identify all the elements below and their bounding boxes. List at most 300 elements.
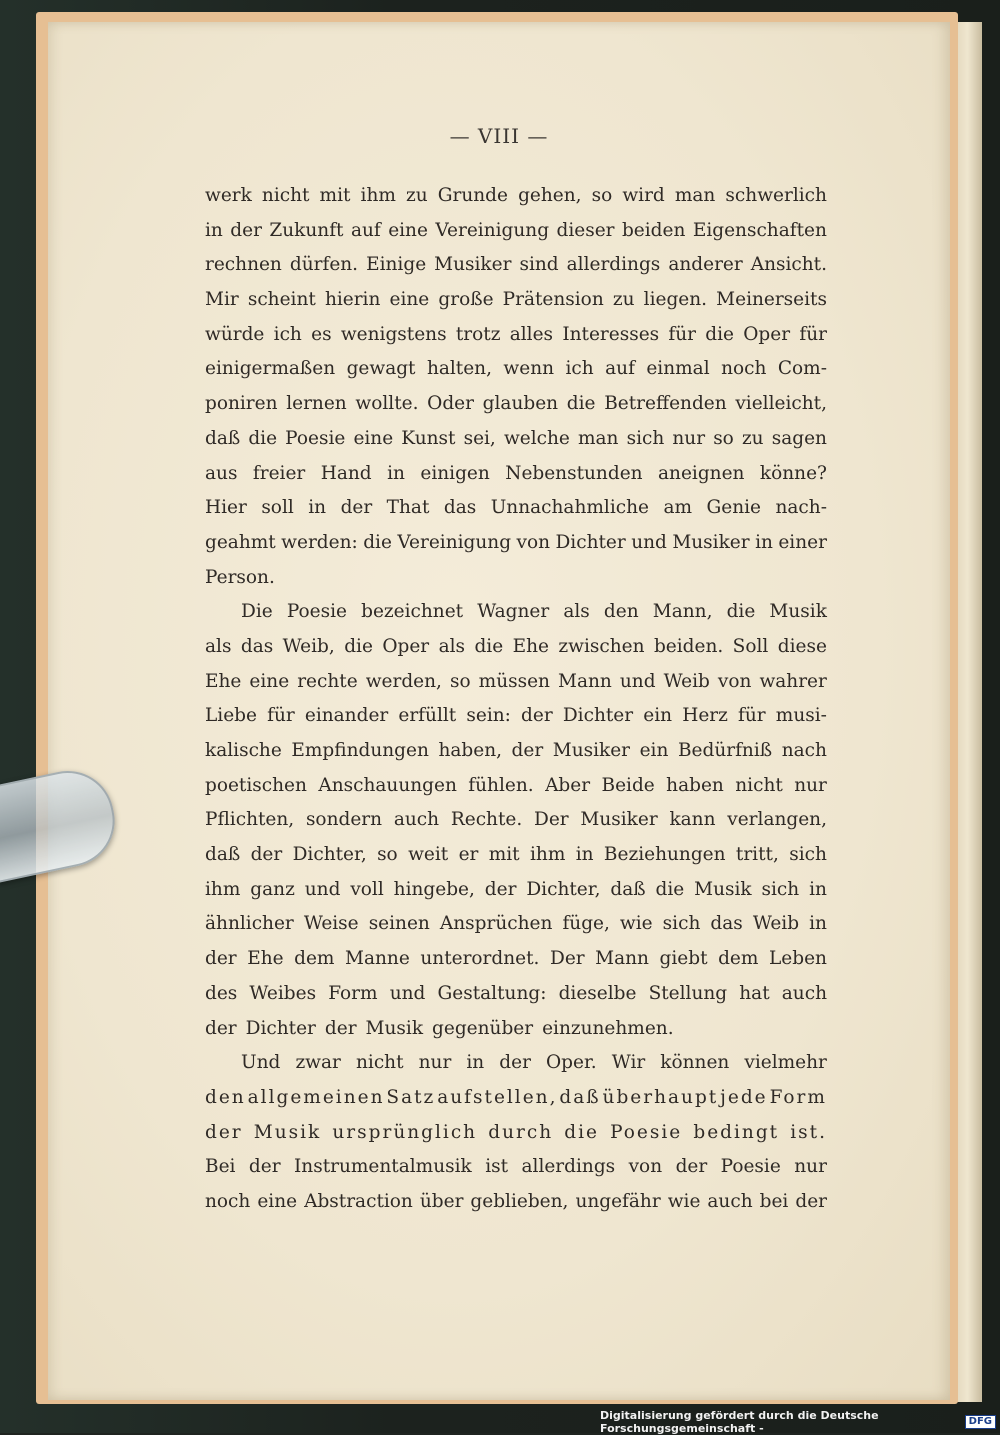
- text-line: [205, 838, 827, 873]
- word: die: [248, 427, 278, 449]
- word: Dichter,: [526, 878, 601, 900]
- word: Anschauungen: [318, 774, 457, 796]
- word: werden:: [281, 531, 358, 553]
- word: nicht: [355, 1052, 404, 1074]
- word: eine: [353, 427, 394, 449]
- text-line: [205, 561, 827, 596]
- word: das: [710, 913, 743, 935]
- word: Beide: [601, 774, 655, 796]
- word: für: [799, 323, 827, 345]
- word: nur: [794, 774, 827, 796]
- word: Weise: [303, 913, 359, 935]
- word: wollte.: [355, 393, 419, 415]
- word: nach: [781, 740, 827, 761]
- word: er: [458, 844, 479, 866]
- word: die: [363, 531, 392, 553]
- word: das: [240, 635, 274, 657]
- word: einander: [304, 705, 389, 727]
- word: Rechte.: [450, 809, 523, 831]
- word: rechte: [297, 670, 358, 692]
- word: Prätension: [502, 289, 604, 311]
- word: Mann: [558, 670, 612, 692]
- word: der: [230, 219, 262, 241]
- text-line: [205, 907, 827, 942]
- text-line: [205, 1081, 827, 1116]
- word: dürfen.: [289, 254, 359, 276]
- word: für: [668, 323, 697, 345]
- word: Poesie: [720, 1156, 781, 1178]
- word: eine: [257, 1190, 298, 1212]
- word: noch: [205, 1190, 251, 1212]
- word: aufstellen,: [437, 1086, 558, 1108]
- word: eine: [389, 289, 430, 311]
- word: Mann,: [652, 601, 713, 623]
- word: des: [205, 982, 238, 1004]
- word: jede: [720, 1086, 768, 1108]
- funding-footer: [600, 1409, 996, 1435]
- word: der: [484, 878, 517, 900]
- word: wird: [622, 185, 665, 206]
- word: Pflichten,: [205, 809, 295, 831]
- word: der: [205, 1121, 243, 1143]
- word: Hier: [205, 497, 247, 519]
- word: Mann: [595, 948, 649, 970]
- text-line: [205, 699, 827, 734]
- word: Ansicht.: [750, 254, 827, 276]
- word: Meinerseits: [716, 289, 827, 311]
- word: poniren: [205, 393, 278, 415]
- word: Der: [534, 809, 569, 831]
- word: hierin: [324, 289, 381, 311]
- word: sind: [519, 254, 559, 276]
- word: Oper.: [546, 1052, 597, 1074]
- word: der: [675, 1156, 708, 1178]
- word: wenigstens: [340, 323, 447, 345]
- word: in: [575, 844, 594, 866]
- word: bedingt: [693, 1121, 780, 1143]
- word: daß: [610, 878, 646, 900]
- word: so: [591, 185, 613, 206]
- text-line: [205, 1116, 827, 1151]
- word: Betreffenden: [604, 393, 727, 415]
- word: der: [248, 1156, 281, 1178]
- word: der: [521, 705, 553, 727]
- word: fühlen.: [468, 774, 534, 796]
- word: Grunde: [437, 185, 508, 206]
- word: Instrumentalmusik: [293, 1156, 472, 1178]
- word: Musik: [253, 1121, 322, 1143]
- word: für: [267, 705, 295, 727]
- word: Musik: [365, 1017, 424, 1039]
- text-line: [205, 803, 827, 838]
- word: einzunehmen.: [542, 1017, 674, 1039]
- word: seinen: [368, 913, 430, 935]
- word: Vereinigung: [397, 531, 512, 553]
- word: vielmehr: [744, 1052, 827, 1074]
- word: Abstraction: [304, 1190, 413, 1212]
- word: Vereinigung: [435, 219, 550, 241]
- word: könne?: [759, 462, 827, 484]
- word: eine: [388, 219, 428, 241]
- word: Poesie: [610, 1121, 683, 1143]
- word: die: [566, 393, 596, 415]
- word: einigermaßen: [205, 358, 336, 380]
- word: der: [499, 1052, 531, 1074]
- word: diese: [777, 635, 827, 657]
- word: Dichter,: [292, 844, 367, 866]
- word: von: [717, 670, 752, 692]
- word: Interesses: [562, 323, 660, 345]
- word: den: [603, 601, 639, 623]
- text-line: [205, 769, 827, 804]
- word: haben: [666, 774, 724, 796]
- word: weit: [408, 844, 449, 866]
- word: noch: [721, 358, 767, 380]
- word: durch: [488, 1121, 554, 1143]
- text-line: [205, 283, 827, 318]
- word: beiden.: [653, 635, 724, 657]
- word: Wagner: [477, 601, 550, 623]
- word: Soll: [732, 635, 769, 657]
- word: mit: [488, 844, 520, 866]
- word: Musik: [769, 601, 827, 623]
- word: Musiker: [580, 809, 658, 831]
- word: gehen,: [518, 185, 582, 206]
- word: mit: [319, 185, 351, 206]
- word: den: [205, 1086, 246, 1108]
- text-line: [205, 526, 827, 561]
- word: einer: [778, 531, 827, 553]
- word: haben,: [438, 740, 502, 761]
- word: giebt: [659, 948, 708, 970]
- word: und: [389, 982, 426, 1004]
- word: Poesie: [285, 427, 346, 449]
- word: Ansprüchen: [439, 913, 553, 935]
- word: Hand: [320, 462, 372, 484]
- word: rechnen: [205, 254, 282, 276]
- text-line: [205, 352, 827, 387]
- word: aus: [205, 462, 238, 484]
- word: Musik: [694, 878, 752, 900]
- word: hat: [739, 982, 770, 1004]
- word: vielleicht,: [735, 393, 827, 415]
- word: sich: [789, 844, 827, 866]
- word: Genie: [706, 497, 762, 519]
- word: Kunst: [401, 427, 456, 449]
- word: der: [511, 740, 544, 761]
- word: als: [563, 601, 590, 623]
- word: können: [660, 1052, 730, 1074]
- word: füge,: [562, 913, 610, 935]
- word: auch: [781, 982, 827, 1004]
- word: der: [205, 1017, 237, 1039]
- word: eine: [249, 670, 290, 692]
- word: sich: [761, 878, 800, 900]
- word: nur: [794, 1156, 827, 1178]
- word: würde: [205, 323, 265, 345]
- word: dieselbe: [558, 982, 637, 1004]
- word: die: [344, 635, 373, 657]
- word: auf: [605, 358, 635, 380]
- text-line: [205, 1012, 827, 1047]
- word: von: [628, 1156, 663, 1178]
- word: Ehe: [247, 948, 284, 970]
- word: poetischen: [205, 774, 307, 796]
- word: Und: [241, 1052, 281, 1074]
- word: und: [619, 670, 656, 692]
- word: scheint: [247, 289, 316, 311]
- word: werk: [205, 185, 252, 206]
- word: ein: [643, 705, 673, 727]
- word: und: [304, 878, 341, 900]
- word: wie: [619, 913, 653, 935]
- word: müssen: [478, 670, 550, 692]
- word: dem: [718, 948, 759, 970]
- text-line: [205, 387, 827, 422]
- text-line: [205, 873, 827, 908]
- word: man: [674, 185, 716, 206]
- word: geblieben,: [470, 1190, 569, 1212]
- word: in: [466, 1052, 485, 1074]
- word: sein:: [466, 705, 511, 727]
- word: trotz: [455, 323, 501, 345]
- word: ihm: [360, 185, 396, 206]
- word: geahmt: [205, 531, 276, 553]
- text-line: [205, 318, 827, 353]
- word: Manne: [345, 948, 410, 970]
- word: Dichter: [555, 531, 626, 553]
- word: ihm: [529, 844, 566, 866]
- word: wahrer: [759, 670, 827, 692]
- word: der: [795, 1190, 827, 1212]
- word: Bedürfniß: [677, 740, 773, 761]
- text-line: [205, 1046, 827, 1081]
- text-line: [205, 1150, 827, 1185]
- word: in: [387, 462, 405, 484]
- word: sondern: [305, 809, 383, 831]
- word: Wir: [611, 1052, 646, 1074]
- word: allerdings: [566, 254, 661, 276]
- word: Der: [549, 948, 585, 970]
- word: wie: [667, 1190, 701, 1212]
- text-line: [205, 734, 827, 769]
- word: nur: [672, 427, 706, 449]
- word: von: [516, 531, 551, 553]
- word: für: [738, 705, 766, 727]
- word: Liebe: [205, 705, 257, 727]
- word: sei,: [463, 427, 496, 449]
- word: Herz: [682, 705, 728, 727]
- word: ein: [639, 740, 669, 761]
- word: über: [419, 1190, 464, 1212]
- word: Mir: [205, 289, 239, 311]
- word: Oper: [382, 635, 430, 657]
- text-line: [205, 457, 827, 492]
- word: bei: [759, 1190, 789, 1212]
- text-line: [205, 248, 827, 283]
- word: zwar: [295, 1052, 341, 1074]
- word: der: [205, 948, 237, 970]
- word: Empfindungen: [291, 740, 429, 761]
- page-number-header: — VIII —: [449, 124, 549, 148]
- word: Die: [241, 601, 273, 623]
- word: ihm: [205, 878, 241, 900]
- word: soll: [261, 497, 294, 519]
- word: nicht: [261, 185, 310, 206]
- word: lernen: [286, 393, 347, 415]
- word: voll: [350, 878, 384, 900]
- word: der: [250, 844, 283, 866]
- word: Oper: [743, 323, 791, 345]
- word: That: [386, 497, 430, 519]
- word: die: [726, 601, 756, 623]
- word: man: [577, 427, 619, 449]
- word: einmal: [646, 358, 710, 380]
- text-line: [205, 179, 827, 214]
- word: die: [705, 323, 734, 345]
- word: Beziehungen: [603, 844, 726, 866]
- word: dieser: [556, 219, 615, 241]
- word: gewagt: [346, 358, 416, 380]
- funding-note: Digitalisierung gefördert durch die Deutsche Forschungsgemeinschaft -: [600, 1409, 879, 1435]
- word: zu: [405, 185, 428, 206]
- word: Weib: [663, 670, 710, 692]
- word: Unnachahmliche: [490, 497, 649, 519]
- word: beiden: [621, 219, 686, 241]
- word: dem: [294, 948, 335, 970]
- word: halten,: [426, 358, 492, 380]
- word: Musiker: [434, 254, 512, 276]
- word: nur: [418, 1052, 452, 1074]
- word: am: [663, 497, 693, 519]
- word: Musiker: [552, 740, 631, 761]
- word: sich: [662, 913, 701, 935]
- word: in: [809, 878, 827, 900]
- word: ist.: [790, 1121, 827, 1143]
- word: Nebenstunden: [505, 462, 643, 484]
- word: daß: [205, 427, 241, 449]
- word: ursprünglich: [332, 1121, 478, 1143]
- word: der: [340, 497, 373, 519]
- word: die: [655, 878, 685, 900]
- word: nicht: [735, 774, 783, 796]
- word: schwerlich: [725, 185, 827, 206]
- word: gegenüber: [432, 1017, 534, 1039]
- word: kann: [669, 809, 716, 831]
- word: Weib,: [282, 635, 335, 657]
- word: Bei: [205, 1156, 236, 1178]
- word: allgemeinen: [247, 1086, 385, 1108]
- word: Ehe: [205, 670, 242, 692]
- word: Dichter: [245, 1017, 316, 1039]
- text-line: [205, 942, 827, 977]
- word: das: [443, 497, 477, 519]
- word: Com-: [777, 358, 827, 380]
- word: Aber: [545, 774, 591, 796]
- word: zu: [741, 427, 764, 449]
- word: Stellung: [648, 982, 728, 1004]
- word: Musiker: [672, 531, 750, 553]
- text-line: [205, 422, 827, 457]
- word: große: [438, 289, 494, 311]
- word: Satz: [386, 1086, 436, 1108]
- word: liegen.: [643, 289, 708, 311]
- word: Leben: [769, 948, 827, 970]
- word: zwischen: [558, 635, 645, 657]
- text-line: [205, 214, 827, 249]
- word: und: [631, 531, 667, 553]
- word: der: [324, 1017, 357, 1039]
- word: unterordnet.: [420, 948, 540, 970]
- word: in: [205, 219, 223, 241]
- word: verlangen,: [727, 809, 827, 831]
- word: Einige: [366, 254, 427, 276]
- body-text: [205, 179, 827, 1220]
- word: Person.: [205, 566, 275, 588]
- word: ähnlicher: [205, 913, 294, 935]
- word: Ehe: [512, 635, 549, 657]
- word: in: [809, 913, 827, 935]
- word: nach-: [775, 497, 827, 519]
- word: auch: [707, 1190, 753, 1212]
- word: hingebe,: [393, 878, 475, 900]
- word: Gestaltung:: [437, 982, 547, 1004]
- word: in: [755, 531, 773, 553]
- word: Weibes: [249, 982, 317, 1004]
- word: aneignen: [658, 462, 745, 484]
- word: Oder: [427, 393, 474, 415]
- word: überhaupt: [602, 1086, 719, 1108]
- dfg-logo: DFG: [965, 1415, 996, 1429]
- word: kalische: [205, 740, 282, 761]
- word: Form: [328, 982, 378, 1004]
- word: Zukunft: [269, 219, 344, 241]
- word: bezeichnet: [361, 601, 464, 623]
- word: glauben: [482, 393, 559, 415]
- word: daß: [559, 1086, 601, 1108]
- word: so: [449, 670, 471, 692]
- word: in: [308, 497, 327, 519]
- word: musi-: [775, 705, 827, 727]
- word: Dichter: [562, 705, 634, 727]
- word: freier: [252, 462, 306, 484]
- word: auch: [393, 809, 440, 831]
- word: so: [377, 844, 398, 866]
- text-line: [205, 595, 827, 630]
- text-line: [205, 665, 827, 700]
- word: sich: [626, 427, 665, 449]
- word: auf: [350, 219, 381, 241]
- word: Eigenschaften: [692, 219, 827, 241]
- word: als: [205, 635, 232, 657]
- word: ich: [273, 323, 302, 345]
- word: die: [474, 635, 504, 657]
- word: allerdings: [521, 1156, 616, 1178]
- word: einigen: [420, 462, 490, 484]
- word: erfüllt: [398, 705, 457, 727]
- word: Weib: [752, 913, 800, 935]
- word: als: [438, 635, 466, 657]
- word: zu: [612, 289, 635, 311]
- word: alles: [509, 323, 554, 345]
- word: sagen: [771, 427, 827, 449]
- word: tritt,: [735, 844, 779, 866]
- text-line: [205, 1185, 827, 1220]
- word: welche: [503, 427, 570, 449]
- text-line: [205, 630, 827, 665]
- word: wenn: [503, 358, 555, 380]
- word: ungefähr: [575, 1190, 661, 1212]
